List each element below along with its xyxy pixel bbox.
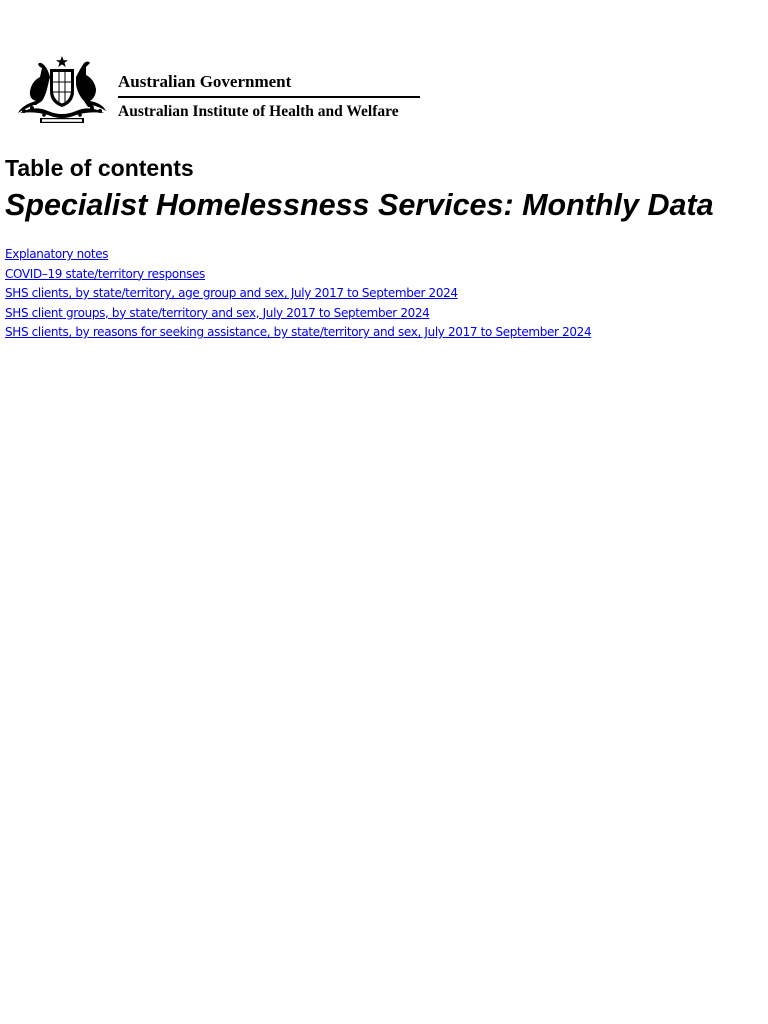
toc-heading: Table of contents: [5, 155, 194, 181]
list-item: [5, 303, 591, 323]
list-item: [5, 322, 591, 342]
document-title: Specialist Homelessness Services: Monthly Data: [5, 188, 714, 222]
coat-of-arms-icon: [14, 55, 110, 125]
logo-divider: [118, 96, 420, 98]
list-item: [5, 283, 591, 303]
toc-link-explanatory-notes[interactable]: Explanatory notes: [5, 247, 109, 261]
government-name: Australian Government: [118, 72, 292, 91]
toc-link-list: [5, 244, 591, 342]
toc-link-reasons-for-assistance[interactable]: SHS clients, by reasons for seeking assistance, by state/territory and sex, July 2017 to September 2024: [5, 325, 592, 339]
toc-link-clients-by-age-sex[interactable]: SHS clients, by state/territory, age group and sex, July 2017 to September 2024: [5, 286, 458, 300]
institute-name: Australian Institute of Health and Welfare: [118, 103, 399, 120]
list-item: [5, 264, 591, 284]
list-item: [5, 244, 591, 264]
aihw-logo: [14, 55, 424, 125]
toc-link-covid-responses[interactable]: COVID–19 state/territory responses: [5, 266, 205, 281]
toc-link-client-groups[interactable]: SHS client groups, by state/territory and sex, July 2017 to September 2024: [5, 305, 430, 320]
